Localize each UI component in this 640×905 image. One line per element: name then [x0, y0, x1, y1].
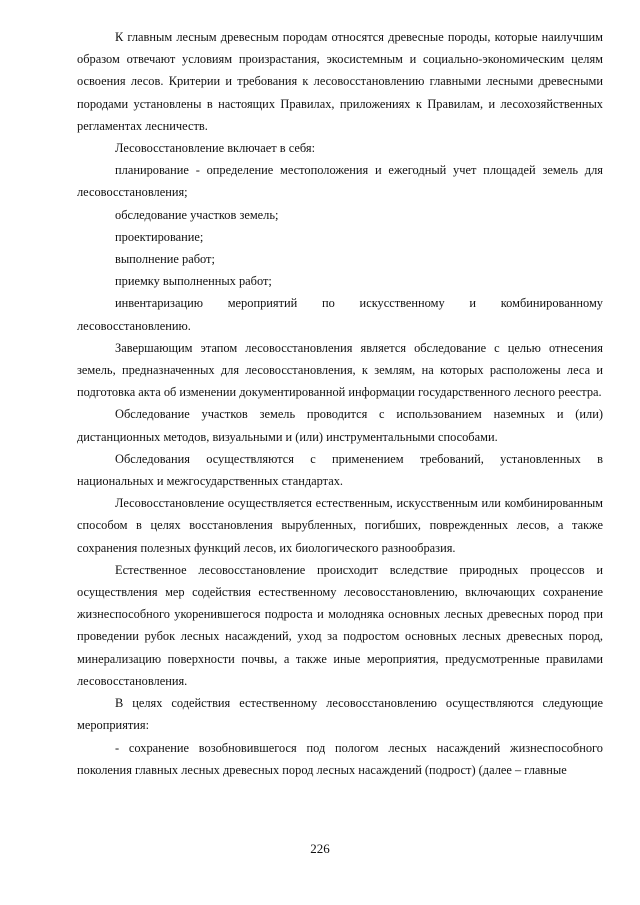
paragraph: обследование участков земель; [115, 207, 279, 222]
paragraph: Лесовосстановление осуществляется естественным, искусственным или комбинированным способом в целях восстановления вырубленных, погибших, поврежденных лесов, а также сохранения полезных функций лесов, их биологического разнообразия. [77, 496, 603, 555]
paragraph: Обследования осуществляются с применением требований, установленных в национальных и межгосударственных стандартах. [77, 451, 603, 489]
paragraph: проектирование; [115, 229, 204, 244]
paragraph: - сохранение возобновившегося под пологом лесных насаждений жизнеспособного поколения главных лесных древесных пород лесных насаждений (подрост) (далее – главные [77, 740, 603, 777]
paragraph: инвентаризацию мероприятий по искусственному и комбинированному лесовосстановлению. [77, 296, 603, 333]
paragraph: планирование - определение местоположения и ежегодный учет площадей земель для лесовосстановления; [77, 163, 603, 200]
paragraph: Естественное лесовосстановление происходит вследствие природных процессов и осуществления мер содействия естественному лесовосстановлению, включающих сохранение жизнеспособного укоренившегося подроста и молодняка основных лесных древесных пород при проведении рубок лесных насаждений, уход за подростом основных лесных древесных пород, минерализацию поверхности почвы, а также иные мероприятия, предусмотренные правилами лесовосстановления. [77, 562, 603, 688]
paragraph: В целях содействия естественному лесовосстановлению осуществляются следующие мероприятия: [77, 696, 603, 733]
paragraph: К главным лесным древесным породам относятся древесные породы, которые наилучшим образом отвечают условиям произрастания, экосистемным и социально-экономическим целям освоения лесов. Критерии и требования к лесовосстановлению главными лесными древесными породами установлены в настоящих Правилах, приложениях к Правилам, и лесохозяйственных регламентах лесничеств. [77, 30, 603, 133]
paragraph: Лесовосстановление включает в себя: [115, 141, 316, 156]
paragraph: приемку выполненных работ; [115, 274, 272, 289]
paragraph: Завершающим этапом лесовосстановления является обследование с целью отнесения земель, предназначенных для лесовосстановления, к землям, на которых расположены леса и подготовка акта об изменении документированной информации государственного лесного реестра. [77, 340, 603, 400]
body-text [77, 26, 603, 781]
page-number: 226 [310, 841, 330, 856]
paragraph: выполнение работ; [115, 252, 215, 267]
paragraph: Обследование участков земель проводится с использованием наземных и (или) дистанционных методов, визуальными и (или) инструментальными способами. [77, 407, 603, 444]
